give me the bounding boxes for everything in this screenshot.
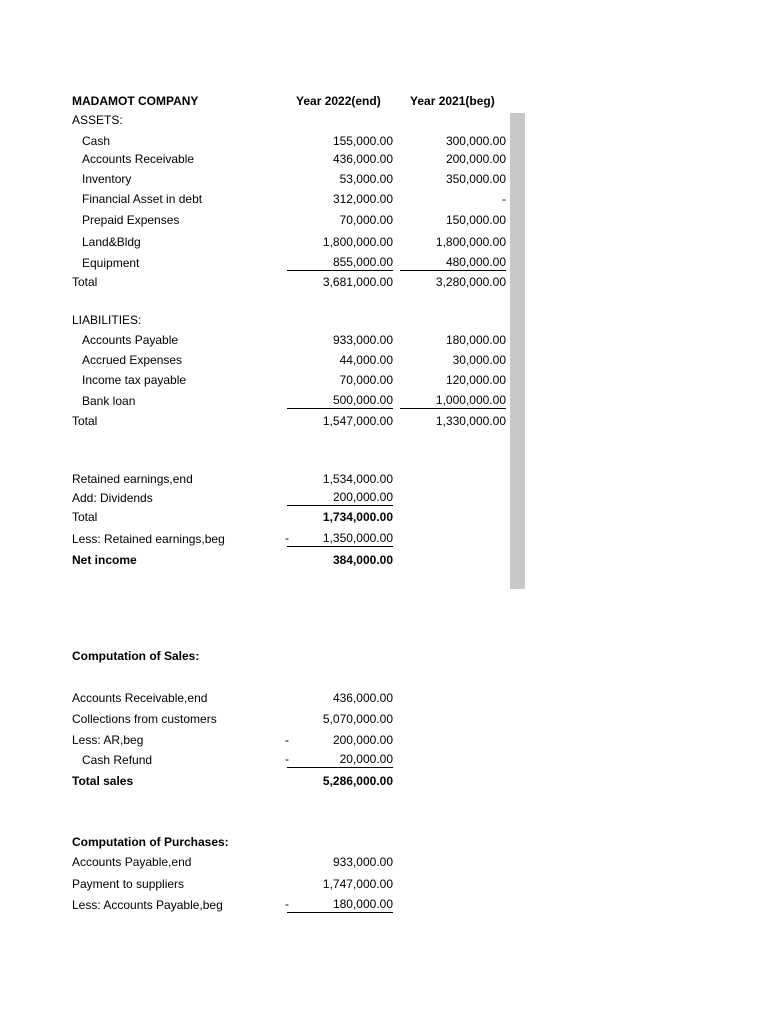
- sales-heading: Computation of Sales:: [72, 649, 200, 663]
- asset-label: Land&Bldg: [82, 235, 141, 249]
- sales-label: Collections from customers: [72, 712, 217, 726]
- asset-value-2022: 312,000.00: [332, 192, 393, 206]
- asset-label: Financial Asset in debt: [82, 192, 203, 206]
- net-income-value: 384,000.00: [332, 553, 393, 567]
- retained-value: 1,350,000.00: [287, 531, 393, 547]
- asset-label: Cash: [82, 134, 111, 148]
- sales-label: Less: AR,beg: [72, 733, 144, 747]
- liability-label: Bank loan: [82, 394, 136, 408]
- asset-value-2021: 200,000.00: [445, 152, 506, 166]
- asset-value-2022: 855,000.00: [287, 255, 393, 271]
- liabilities-total-label: Total: [72, 414, 98, 428]
- retained-label: Retained earnings,end: [72, 472, 193, 486]
- asset-value-2022: 155,000.00: [332, 134, 393, 148]
- asset-value-2021: 480,000.00: [400, 255, 506, 271]
- liabilities-total-2021: 1,330,000.00: [435, 414, 506, 428]
- liability-value-2022: 70,000.00: [339, 373, 393, 387]
- retained-label: Less: Retained earnings,beg: [72, 532, 225, 546]
- liability-value-2021: 120,000.00: [445, 373, 506, 387]
- liability-value-2021: 180,000.00: [445, 333, 506, 347]
- sales-value: 5,070,000.00: [322, 712, 393, 726]
- purchases-label: Less: Accounts Payable,beg: [72, 898, 223, 912]
- purchases-value: 933,000.00: [332, 855, 393, 869]
- purchases-value: 1,747,000.00: [322, 877, 393, 891]
- asset-label: Equipment: [82, 256, 140, 270]
- purchases-label: Payment to suppliers: [72, 877, 185, 891]
- column-header-2022: Year 2022(end): [296, 94, 381, 108]
- less-dash: -: [285, 733, 289, 747]
- retained-label: Total: [72, 510, 98, 524]
- net-income-label: Net income: [72, 553, 137, 567]
- purchases-label: Accounts Payable,end: [72, 855, 192, 869]
- asset-value-2021: 1,800,000.00: [435, 235, 506, 249]
- assets-total-2022: 3,681,000.00: [322, 275, 393, 289]
- less-dash: -: [285, 897, 289, 911]
- less-dash: -: [285, 531, 289, 545]
- asset-value-2022: 436,000.00: [332, 152, 393, 166]
- liabilities-total-2022: 1,547,000.00: [322, 414, 393, 428]
- retained-value: 200,000.00: [287, 490, 393, 506]
- asset-value-2022: 1,800,000.00: [322, 235, 393, 249]
- asset-value-2021: 350,000.00: [445, 172, 506, 186]
- vertical-scrollbar[interactable]: [510, 113, 525, 589]
- liability-value-2022: 500,000.00: [287, 393, 393, 409]
- asset-label: Inventory: [82, 172, 132, 186]
- asset-value-2021: -: [502, 192, 506, 206]
- total-sales-label: Total sales: [72, 774, 134, 788]
- retained-value: 1,734,000.00: [322, 510, 393, 524]
- liability-value-2022: 933,000.00: [332, 333, 393, 347]
- sales-value: 200,000.00: [332, 733, 393, 747]
- purchases-heading: Computation of Purchases:: [72, 835, 229, 849]
- assets-total-2021: 3,280,000.00: [435, 275, 506, 289]
- sales-value: 436,000.00: [332, 691, 393, 705]
- sales-label: Accounts Receivable,end: [72, 691, 208, 705]
- liability-value-2022: 44,000.00: [339, 353, 393, 367]
- sales-value: 20,000.00: [287, 752, 393, 768]
- company-name: MADAMOT COMPANY: [72, 94, 199, 108]
- sales-label: Cash Refund: [82, 753, 153, 767]
- liability-value-2021: 30,000.00: [452, 353, 506, 367]
- liabilities-heading: LIABILITIES:: [72, 313, 142, 327]
- assets-total-label: Total: [72, 275, 98, 289]
- liability-label: Accounts Payable: [82, 333, 179, 347]
- liability-label: Accrued Expenses: [82, 353, 183, 367]
- liability-label: Income tax payable: [82, 373, 187, 387]
- purchases-value: 180,000.00: [287, 897, 393, 913]
- assets-heading: ASSETS:: [72, 113, 123, 127]
- liability-value-2021: 1,000,000.00: [400, 393, 506, 409]
- retained-value: 1,534,000.00: [322, 472, 393, 486]
- asset-label: Prepaid Expenses: [82, 213, 180, 227]
- asset-value-2022: 70,000.00: [339, 213, 393, 227]
- less-dash: -: [285, 752, 289, 766]
- retained-label: Add: Dividends: [72, 491, 153, 505]
- column-header-2021: Year 2021(beg): [410, 94, 495, 108]
- total-sales-value: 5,286,000.00: [322, 774, 393, 788]
- asset-label: Accounts Receivable: [82, 152, 195, 166]
- asset-value-2021: 150,000.00: [445, 213, 506, 227]
- asset-value-2022: 53,000.00: [339, 172, 393, 186]
- asset-value-2021: 300,000.00: [445, 134, 506, 148]
